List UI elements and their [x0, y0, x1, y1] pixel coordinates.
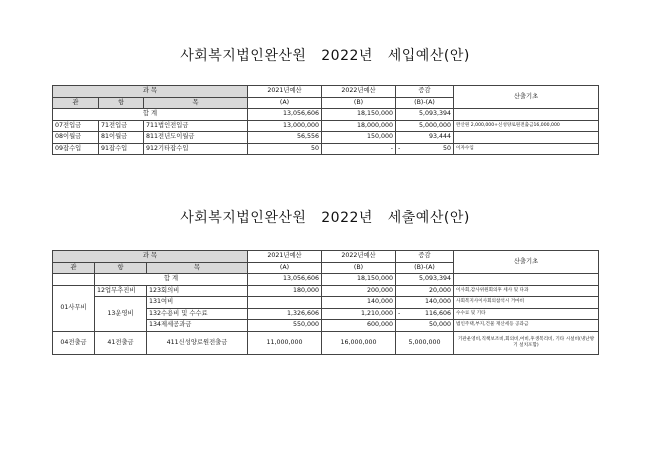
- total-2021: 13,056,606: [248, 274, 322, 286]
- expense-total-row: [53, 274, 599, 286]
- income-table: [52, 85, 599, 155]
- expense-header-row-1: [53, 251, 599, 263]
- minus-sign: -: [398, 309, 401, 317]
- b-header: (B): [322, 97, 396, 109]
- hang-cell: 12업무추진비: [95, 285, 147, 297]
- gwan-header: 관: [53, 97, 99, 109]
- budget-2022-header: 2022년예산: [322, 251, 396, 263]
- mok-cell: 912기타잡수입: [144, 143, 248, 155]
- table-row: [53, 285, 599, 297]
- value-diff: [396, 143, 454, 155]
- value-2022: 150,000: [322, 132, 396, 144]
- basis-cell: 완산원 2,000,000+신성양로원전출금16,000,000: [454, 120, 599, 132]
- total-2022: 18,150,000: [322, 274, 396, 286]
- a-header: (A): [248, 262, 322, 274]
- hang-cell: 91잡수입: [99, 143, 144, 155]
- value-2021: [248, 297, 322, 309]
- gwan-cell: 04전출금: [53, 331, 95, 354]
- table-row: [53, 143, 599, 155]
- basis-cell: 법인주택,부지,건물 재산세등 공과금: [454, 320, 599, 332]
- ba-header: (B)-(A): [396, 97, 454, 109]
- basis-cell: 이사회,감사위원회의후 세사 및 다과: [454, 285, 599, 297]
- value-2022: -: [322, 143, 396, 155]
- gwamok-header: 과 목: [53, 86, 248, 98]
- value-diff: 5,000,000: [396, 331, 454, 354]
- ba-header: (B)-(A): [396, 262, 454, 274]
- value-2021: 1,326,606: [248, 308, 322, 320]
- hang-cell: 71전입금: [99, 120, 144, 132]
- mok-header: 목: [147, 262, 248, 274]
- value-2021: 50: [248, 143, 322, 155]
- value-2022: 16,000,000: [322, 331, 396, 354]
- basis-cell: 이자수입: [454, 143, 599, 155]
- a-header: (A): [248, 97, 322, 109]
- gwan-cell: 01사무비: [53, 285, 95, 331]
- basis-header: 산출기초: [454, 251, 599, 274]
- expense-table: [52, 250, 599, 355]
- total-2021: 13,056,606: [248, 109, 322, 121]
- basis-header: 산출기초: [454, 86, 599, 109]
- basis-cell: 기관운영비,직책보조비,회의비,여비,후생복리비, 기타 시설비(냉난방기 설치포함): [454, 331, 599, 354]
- basis-cell: [454, 132, 599, 144]
- value-diff: 50,000: [396, 320, 454, 332]
- value-2022: 1,210,000: [322, 308, 396, 320]
- value-diff: 93,444: [396, 132, 454, 144]
- table-row: [53, 297, 599, 309]
- mok-cell: 131여비: [147, 297, 248, 309]
- table-row: [53, 331, 599, 354]
- total-label: 합 계: [53, 109, 248, 121]
- mok-cell: 411신성양로원전출금: [147, 331, 248, 354]
- expense-title: 사회복지법인완산원 2022년 세출예산(안): [180, 210, 470, 226]
- value-diff: 20,000: [396, 285, 454, 297]
- value-2021: 13,000,000: [248, 120, 322, 132]
- basis-cell: 사회복지사이사회의참석시 거마비: [454, 297, 599, 309]
- gwan-cell: 08이월금: [53, 132, 99, 144]
- income-title: 사회복지법인완산원 2022년 세입예산(안): [180, 48, 470, 64]
- value-2021: 180,000: [248, 285, 322, 297]
- budget-2021-header: 2021년예산: [248, 86, 322, 98]
- diff-number: 50: [442, 144, 451, 152]
- mok-cell: 132수용비 및 수수료: [147, 308, 248, 320]
- b-header: (B): [322, 262, 396, 274]
- value-2022: 600,000: [322, 320, 396, 332]
- value-diff: 5,000,000: [396, 120, 454, 132]
- value-2021: 550,000: [248, 320, 322, 332]
- total-2022: 18,150,000: [322, 109, 396, 121]
- mok-cell: 134제세공과금: [147, 320, 248, 332]
- income-header-row-1: [53, 86, 599, 98]
- value-2021: 11,000,000: [248, 331, 322, 354]
- mok-cell: 123회의비: [147, 285, 248, 297]
- value-2022: 18,000,000: [322, 120, 396, 132]
- table-row: [53, 120, 599, 132]
- diff-header: 증감: [396, 251, 454, 263]
- total-diff: 5,093,394: [396, 109, 454, 121]
- income-total-row: [53, 109, 599, 121]
- gwan-cell: 09잡수입: [53, 143, 99, 155]
- diff-number: 116,606: [424, 309, 451, 317]
- hang-cell: 13운영비: [95, 297, 147, 332]
- value-2021: 56,556: [248, 132, 322, 144]
- minus-sign: -: [398, 144, 401, 152]
- mok-cell: 711법인전입금: [144, 120, 248, 132]
- hang-header: 항: [95, 262, 147, 274]
- gwan-cell: 07전입금: [53, 120, 99, 132]
- hang-cell: 81이월금: [99, 132, 144, 144]
- budget-2021-header: 2021년예산: [248, 251, 322, 263]
- total-label: 합 계: [95, 274, 248, 286]
- total-diff: 5,093,394: [396, 274, 454, 286]
- hang-cell: 41전출금: [95, 331, 147, 354]
- gwan-header: 관: [53, 262, 95, 274]
- basis-cell: 수수료 및 기타: [454, 308, 599, 320]
- hang-header: 항: [99, 97, 144, 109]
- diff-header: 증감: [396, 86, 454, 98]
- table-row: [53, 132, 599, 144]
- value-2022: 200,000: [322, 285, 396, 297]
- mok-header: 목: [144, 97, 248, 109]
- value-diff: [396, 308, 454, 320]
- budget-2022-header: 2022년예산: [322, 86, 396, 98]
- gwamok-header: 과 목: [53, 251, 248, 263]
- value-2022: 140,000: [322, 297, 396, 309]
- mok-cell: 811전년도이월금: [144, 132, 248, 144]
- value-diff: 140,000: [396, 297, 454, 309]
